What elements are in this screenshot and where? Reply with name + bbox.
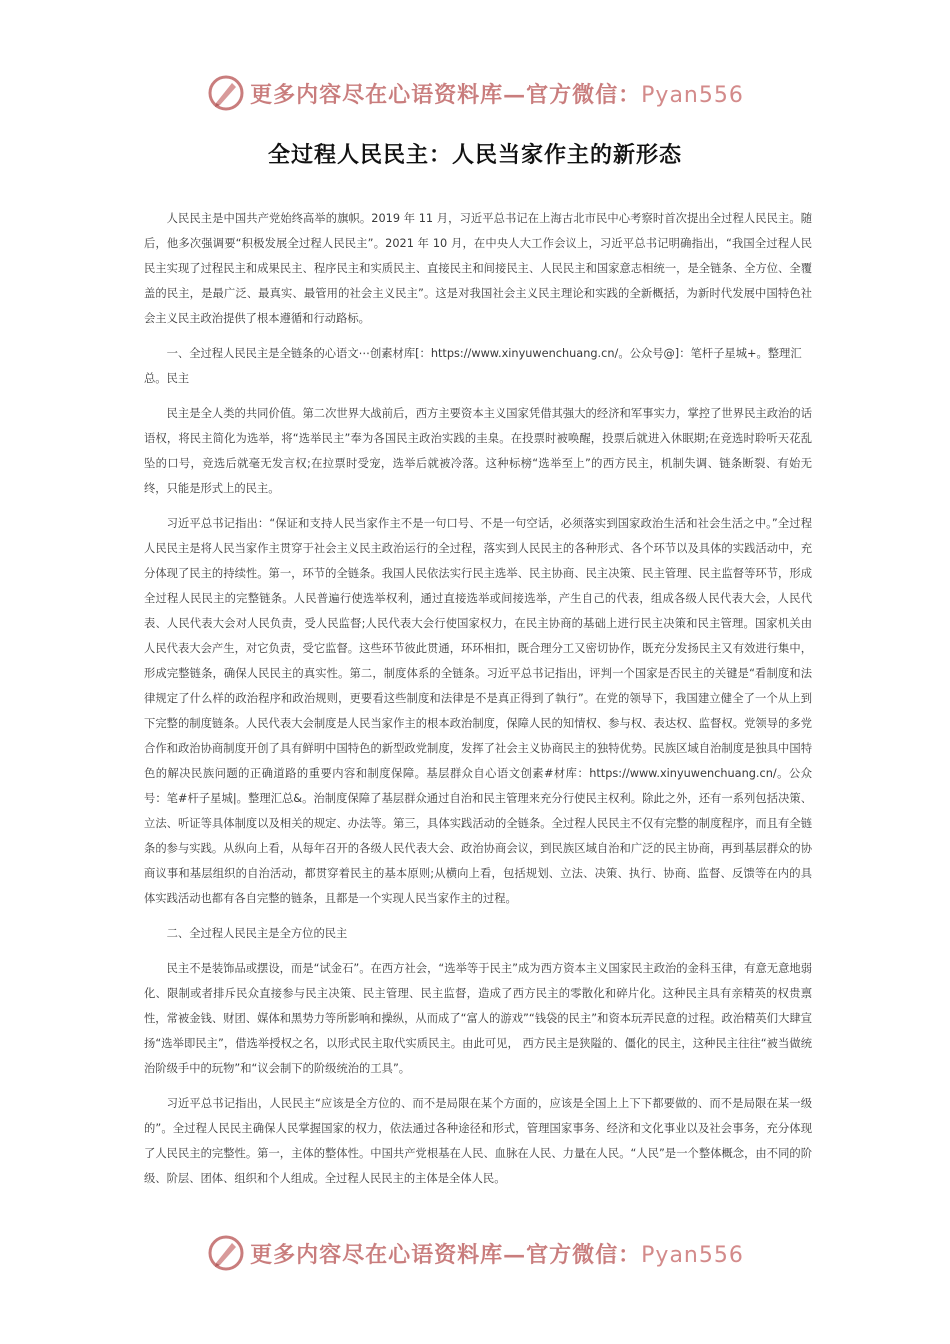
banner-text [250,1238,744,1269]
banner-main-text: 更多内容尽在心语资料库 [250,1241,504,1268]
banner-wechat-id: Pyan556 [641,82,744,108]
section-heading-1: 一、全过程人民民主是全链条的心语文⋯创素材库[：https://www.xinyuwenchuang.cn/。公众号@]：笔杆子星城+。整理汇总。民主 [144,347,802,385]
page-title: 全过程人民民主：人民当家作主的新形态 [267,143,682,168]
section-heading-2: 二、全过程人民民主是全方位的民主 [166,927,348,940]
paragraph: 习近平总书记指出，人民民主“应该是全方位的、而不是局限在某个方面的，应该是全国上上下下都要做的、而不是局限在某一级的”。全过程人民民主确保人民掌握国家的权力，依法通过各种途径和形式，管理国家事务、经济和文化事业以及社会事务，充分体现了人民民主的完整性。第一，主体的整体性。中国共产党根基在人民、血脉在人民、力量在人民。“人民”是一个整体概念，由不同的阶级、阶层、团体、组织和个人组成。全过程人民民主的主体是全体人民。 [144,1097,812,1185]
banner-contact-text: 官方微信： [526,1241,642,1268]
pen-logo-icon [206,73,246,113]
watermark-banner-bottom [0,1228,950,1278]
paragraph: 民主是全人类的共同价值。第二次世界大战前后，西方主要资本主义国家凭借其强大的经济和军事实力，掌控了世界民主政治的话语权，将民主简化为选举，将“选举民主”奉为各国民主政治实践的圭臬。在投票时被唤醒，投票后就进入休眠期;在竞选时聆听天花乱坠的口号，竞选后就毫无发言权;在拉票时受宠，选举后就被冷落。这种标榜“选举至上”的西方民主，机制失调、链条断裂、有始无终，只能是形式上的民主。 [144,407,812,495]
banner-text [250,78,744,109]
banner-separator: — [503,1241,527,1268]
banner-contact-text: 官方微信： [526,81,642,108]
paragraph: 习近平总书记指出：“保证和支持人民当家作主不是一句口号、不是一句空话，必须落实到国家政治生活和社会生活之中。”全过程人民民主是将人民当家作主贯穿于社会主义民主政治运行的全过程，落实到人民民主的各种形式、各个环节以及具体的实践活动中，充分体现了民主的持续性。第一，环节的全链条。我国人民依法实行民主选举、民主协商、民主决策、民主管理、民主监督等环节，形成全过程人民民主的完整链条。人民普遍行使选举权利，通过直接选举或间接选举，产生自己的代表，组成各级人民代表大会，人民代表、人民代表大会对人民负责，受人民监督;人民代表大会行使国家权力，在民主协商的基础上进行民主决策和民主管理。国家机关由人民代表大会产生，对它负责，受它监督。这些环节彼此贯通，环环相扣，既合理分工又密切协作，既充分发扬民主又有效进行集中，形成完整链条，确保人民民主的真实性。第二，制度体系的全链条。习近平总书记指出，评判一个国家是否民主的关键是“看制度和法律规定了什么样的政治程序和政治规则，更要看这些制度和法律是不是真正得到了執行”。在党的领导下，我国建立健全了一个从上到下完整的制度链条。人民代表大会制度是人民当家作主的根本政治制度，保障人民的知情权、参与权、表达权、监督权。党领导的多党合作和政治协商制度开创了具有鲜明中国特色的新型政党制度，发挥了社会主义协商民主的独特优势。民族区域自治制度是独具中国特色的解决民族问题的正确道路的重要内容和制度保障。基层群众自心语文创素#材库：https://www.xinyuwenchuang.cn/。公众号：笔#杆子星城|。整理汇总&。治制度保障了基层群众通过自治和民主管理来充分行使民主权利。除此之外，还有一系列包括决策、立法、听证等具体制度以及相关的规定、办法等。第三，具体实践活动的全链条。全过程人民民主不仅有完整的制度程序，而且有全链条的参与实践。从纵向上看，从每年召开的各级人民代表大会、政治协商会议，到民族区域自治和广泛的民主协商，再到基层群众的协商议事和基层组织的自治活动，都贯穿着民主的基本原则;从横向上看，包括规划、立法、决策、执行、协商、监督、反馈等在内的具体实践活动也都有各自完整的链条，且都是一个实现人民当家作主的过程。 [144,517,812,905]
article-body [144,206,812,1201]
banner-separator: — [503,81,527,108]
banner-wechat-id: Pyan556 [641,1242,744,1268]
paragraph: 民主不是装饰品或摆设，而是“试金石”。在西方社会，“选举等于民主”成为西方资本主义国家民主政治的金科玉律，有意无意地弱化、限制或者排斥民众直接参与民主决策、民主管理、民主监督，造成了西方民主的零散化和碎片化。这种民主具有亲精英的权贵禀性，常被金钱、财团、媒体和黑势力等所影响和操纵，从而成了“富人的游戏”“钱袋的民主”和资本玩弄民意的过程。政治精英们大肆宣扬“选举即民主”，借选举授权之名，以形式民主取代实质民主。由此可见， 西方民主是狭隘的、僵化的民主，这种民主往往“被当做统治阶级手中的玩物”和“议会制下的阶级统治的工具”。 [144,962,812,1075]
watermark-banner-top [0,68,950,118]
banner-main-text: 更多内容尽在心语资料库 [250,81,504,108]
pen-logo-icon [206,1233,246,1273]
paragraph-intro: 人民民主是中国共产党始终高举的旗帜。2019 年 11 月，习近平总书记在上海古北市民中心考察时首次提出全过程人民民主。随后，他多次强调要“积极发展全过程人民民主”。2021 年 10 月，在中央人大工作会议上，习近平总书记明确指出，“我国全过程人民民主实现了过程民主和成果民主、程序民主和实质民主、直接民主和间接民主、人民民主和国家意志相统一，是全链条、全方位、全覆盖的民主，是最广泛、最真实、最管用的社会主义民主”。这是对我国社会主义民主理论和实践的全新概括，为新时代发展中国特色社会主义民主政治提供了根本遵循和行动路标。 [144,212,812,325]
